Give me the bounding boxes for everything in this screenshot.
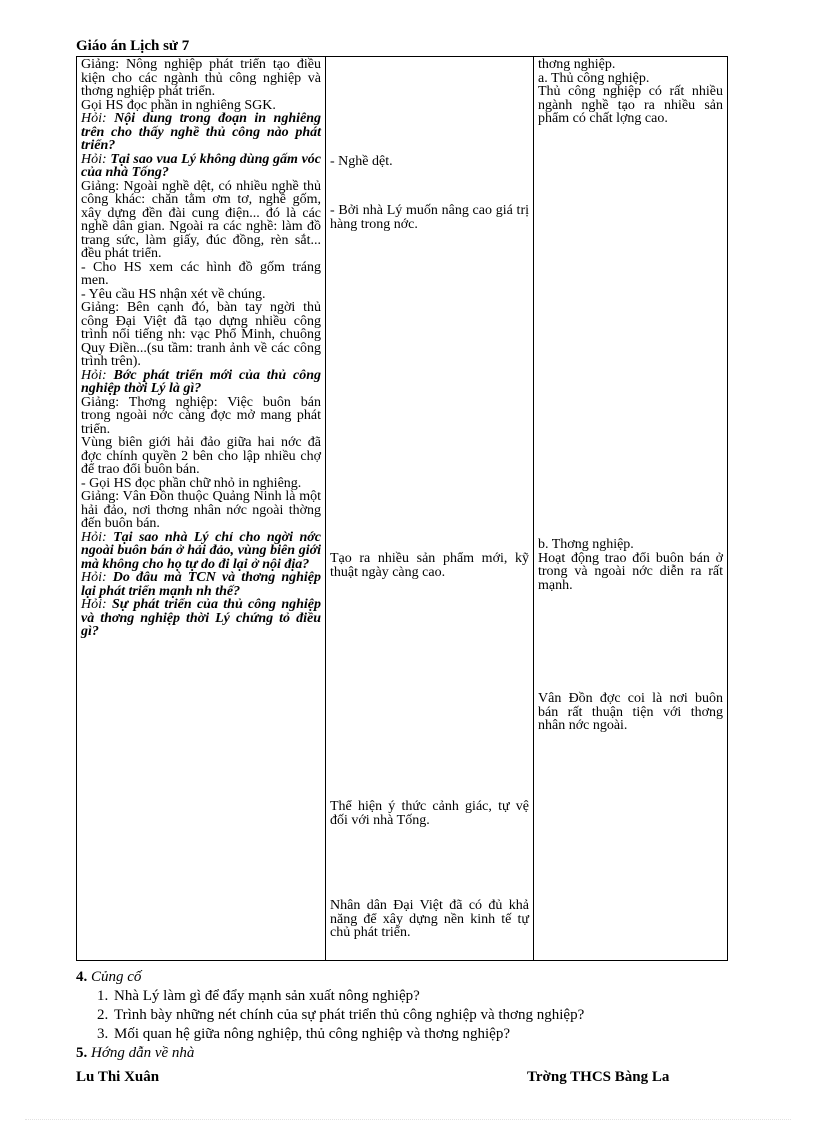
question: Hỏi: Sự phát triển của thủ công nghiệp và thơng nghiệp thời Lý chứng tỏ điều gì?: [81, 597, 322, 639]
school-name: Trờng THCS Bàng La: [527, 1069, 670, 1085]
teacher-text: Giảng: Bên cạnh đó, bàn tay ngời thủ công Đại Việt đã tạo dựng nhiều công trình nổi tiếng nh: vạc Phổ Minh, chuông Quy Điền...(su tầm: tranh ảnh về các công trình trên).: [81, 300, 321, 369]
list-item: 2. Trình bày những nét chính của sự phát triển thủ công nghiệp và thơng nghiệp?: [112, 1006, 736, 1025]
content-text: Thủ công nghiệp có rất nhiều ngành nghề tạo ra nhiều sản phẩm có chất lợng cao.: [538, 84, 723, 126]
lesson-footer: [76, 968, 736, 1063]
teacher-text: Giảng: Vân Đồn thuộc Quảng Ninh là một hải đảo, nơi thơng nhân nớc ngoài thờng đến buôn bán.: [81, 489, 321, 531]
content-column: [534, 57, 728, 961]
content-text: Hoạt động trao đổi buôn bán ở trong và ngoài nớc diễn ra rất mạnh.: [538, 550, 723, 593]
teacher-text: - Yêu cầu HS nhận xét về chúng.: [81, 286, 266, 302]
question: Hỏi: Nội dung trong đoạn in nghiêng trên cho thấy nghề thủ công nào phát triển?: [81, 111, 321, 153]
student-answer: Tạo ra nhiều sản phẩm mới, kỹ thuật ngày càng cao.: [330, 551, 529, 580]
teacher-text: Giảng: Ngoài nghề dệt, có nhiều nghề thủ công khác: chăn tằm ơm tơ, nghề gốm, xây dựng đền đài cung điện... đó là các nghề dân gian. Ngoài ra các nghề: làm đồ trang sức, làm giấy, đúc đồng, rèn sắt... đều phát triển.: [81, 178, 321, 261]
teacher-activity-column: [77, 57, 326, 961]
page-divider: [25, 1119, 791, 1120]
question: Hỏi: Tại sao nhà Lý chỉ cho ngời nớc ngoài buôn bán ở hải đảo, vùng biên giới mà không cho họ tự do đi lại ở nội địa?: [81, 529, 321, 572]
consolidate-heading: 4. Củng cố: [76, 969, 142, 985]
lesson-table: [76, 56, 728, 961]
page-header: Giáo án Lịch sử 7: [76, 38, 190, 54]
author-name: Lu Thi Xuân: [76, 1069, 160, 1085]
homework-heading: 5. Hớng dẫn về nhà: [76, 1045, 195, 1061]
content-heading: b. Thơng nghiệp.: [538, 537, 634, 552]
student-answer: - Bởi nhà Lý muốn nâng cao giá trị hàng trong nớc.: [330, 203, 529, 232]
teacher-text: Gọi HS đọc phần in nghiêng SGK.: [81, 97, 276, 113]
student-answer: - Nghề dệt.: [330, 154, 393, 169]
question: Hỏi: Tại sao vua Lý không dùng gấm vóc của nhà Tống?: [81, 151, 321, 180]
student-activity-column: [326, 57, 534, 961]
question: Hỏi: Do đâu mà TCN và thơng nghiệp lại phát triển mạnh nh thế?: [81, 570, 322, 599]
list-item: 1. Nhà Lý làm gì để đẩy mạnh sản xuất nông nghiệp?: [112, 987, 736, 1006]
teacher-text: Giảng: Nông nghiệp phát triển tạo điều kiện cho các ngành thủ công nghiệp và thơng nghiệp phát triển.: [81, 57, 321, 99]
list-item: 3. Mối quan hệ giữa nông nghiệp, thủ công nghiệp và thơng nghiệp?: [112, 1025, 736, 1044]
student-answer: Nhân dân Đại Việt đã có đủ khả năng để xây dựng nền kinh tế tự chủ phát triển.: [330, 898, 529, 940]
teacher-text: - Gọi HS đọc phần chữ nhỏ in nghiêng.: [81, 475, 302, 491]
content-heading: a. Thủ công nghiệp.: [538, 70, 650, 86]
student-answer: Thể hiện ý thức cảnh giác, tự vệ đối với nhà Tống.: [330, 799, 529, 828]
question: Hỏi: Bớc phát triển mới của thủ công nghiệp thời Lý là gì?: [81, 367, 322, 396]
consolidate-list: [76, 987, 736, 1044]
teacher-text: Giảng: Thơng nghiệp: Việc buôn bán trong ngoài nớc càng đợc mở mang phát triển.: [81, 394, 321, 437]
teacher-text: Vùng biên giới hải đảo giữa hai nớc đã đợc chính quyền 2 bên cho lập nhiều chợ để trao đổi buôn bán.: [81, 435, 321, 477]
teacher-text: - Cho HS xem các hình đồ gốm tráng men.: [81, 259, 321, 288]
content-text: Vân Đồn đợc coi là nơi buôn bán rất thuận tiện với thơng nhân nớc ngoài.: [538, 691, 723, 733]
content-text: thơng nghiệp.: [538, 57, 616, 72]
